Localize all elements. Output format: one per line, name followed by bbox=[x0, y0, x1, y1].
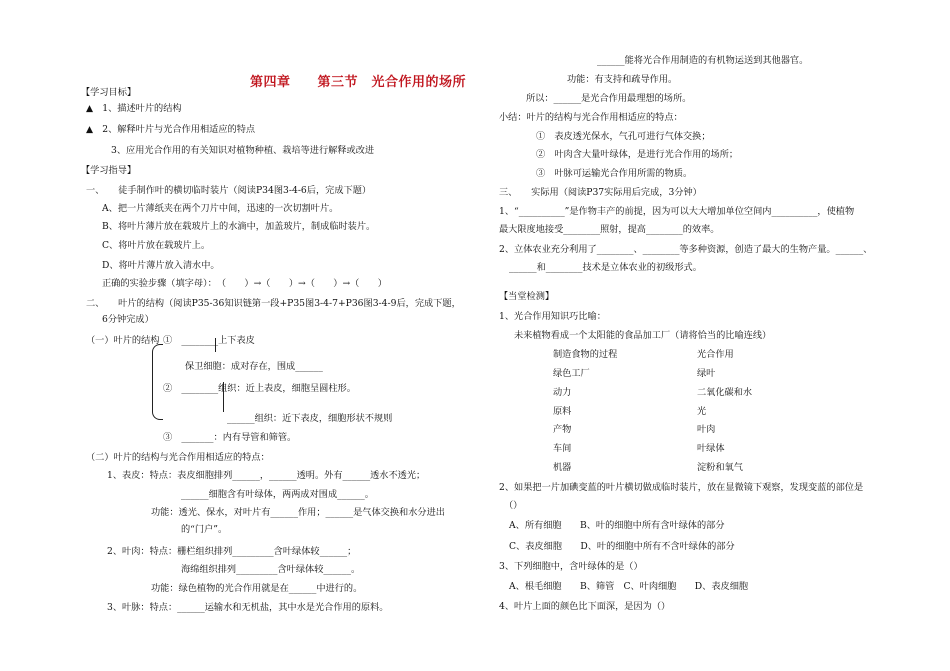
part-3-heading: 三、 实际用（阅读P37实际用后完成，3分钟） bbox=[499, 187, 702, 198]
test-q2-options-cd: C、表皮细胞 D、叶的细胞中所有不含叶绿体的部分 bbox=[509, 541, 735, 552]
match-left-item: 原料 bbox=[553, 406, 572, 417]
match-right-item: 二氧化碳和水 bbox=[697, 387, 753, 398]
goal-2: ▲ 2、解释叶片与光合作用相适应的特点 bbox=[86, 124, 256, 135]
match-right-item: 叶肉 bbox=[697, 424, 716, 435]
summary-2: ② 叶肉含大量叶绿体，是进行光合作用的场所； bbox=[536, 149, 739, 160]
summary-1: ① 表皮透光保水，气孔可进行气体交换； bbox=[536, 131, 711, 142]
mesophyll-features: 2、叶肉：特点：栅栏组织排列_________含叶绿体较______； bbox=[107, 546, 357, 557]
summary-heading: 小结：叶片的结构与光合作用相适应的特点： bbox=[499, 112, 683, 123]
conclusion: 所以：______是光合作用最理想的场所。 bbox=[526, 93, 692, 104]
part-1-heading: 一、 徒手制作叶的横切临时装片（阅读P34图3-4-6后，完成下题） bbox=[86, 185, 372, 196]
structure-item-3: ③ _______：内有导管和筛管。 bbox=[163, 432, 297, 443]
application-q2-cont: ______和________技术是立体农业的初级形式。 bbox=[509, 262, 702, 273]
step-d: D、将叶片薄片放入清水中。 bbox=[102, 260, 220, 271]
match-right-item: 光 bbox=[697, 406, 707, 417]
application-q2: 2、立体农业充分利用了________、________等多种资源，创造了最大的生物产量。______、 bbox=[499, 244, 873, 255]
test-q1-intro: 未来植物看成一个太阳能的食品加工厂（请将恰当的比喻连线） bbox=[514, 330, 772, 341]
step-c: C、将叶片放在载玻片上。 bbox=[102, 240, 211, 251]
part-2-heading: 二、 叶片的结构（阅读P35-36知识链第一段+P35图3-4-7+P36图3-4-9后，完成下题， bbox=[86, 298, 461, 309]
test-q4: 4、叶片上面的颜色比下面深，是因为（） bbox=[499, 601, 671, 612]
step-a: A、把一片薄纸夹在两个刀片中间，迅速的一次切割叶片。 bbox=[102, 203, 339, 214]
epidermis-function-cont: 的“门户”。 bbox=[181, 524, 228, 535]
step-order: 正确的实验步骤（填字母）： （ ）→（ ）→（ ）→（ ） bbox=[102, 278, 387, 289]
test-q1: 1、光合作用知识巧比喻： bbox=[499, 311, 606, 322]
guard-cell-line: 保卫细胞：成对存在，围成______ bbox=[185, 361, 323, 372]
vein-function: 功能：有支持和疏导作用。 bbox=[567, 74, 678, 85]
adaptation-heading: （二）叶片的结构与光合作用相适应的特点： bbox=[86, 452, 270, 463]
page-title: 第四章 第三节 光合作用的场所 bbox=[250, 75, 467, 90]
structure-item-2: ② ________组织：近上表皮，细胞呈圆柱形。 bbox=[163, 383, 356, 394]
vein-features: 3、叶脉：特点：______运输水和无机盐，其中水是光合作用的原料。 bbox=[107, 602, 389, 613]
match-left-item: 制造食物的过程 bbox=[553, 349, 618, 360]
application-q1: 1、“__________”是作物丰产的前提，因为可以大大增加单位空间内__________，使植物 bbox=[499, 206, 855, 217]
epidermis-guard-cells: ______细胞含有叶绿体，两两成对围成______。 bbox=[181, 489, 374, 500]
summary-3: ③ 叶脉可运输光合作用所需的物质。 bbox=[536, 168, 693, 179]
application-q1-cont: 最大限度地接受________照射，提高________的效率。 bbox=[499, 224, 720, 235]
test-q3-options: A、根毛细胞 B、筛管 C、叶肉细胞 D、表皮细胞 bbox=[509, 581, 749, 592]
mesophyll-function: 功能：绿色植物的光合作用就是在______中进行的。 bbox=[151, 583, 363, 594]
goal-3: 3、应用光合作用的有关知识对植物种植、栽培等进行解释或改进 bbox=[111, 145, 375, 156]
match-left-item: 产物 bbox=[553, 424, 572, 435]
section-heading-test: 【当堂检测】 bbox=[499, 291, 555, 302]
match-right-item: 叶绿体 bbox=[697, 443, 725, 454]
match-right-item: 绿叶 bbox=[697, 368, 716, 379]
spongy-tissue-line: ______组织：近下表皮，细胞形状不规则 bbox=[227, 413, 393, 424]
part-2-time: 6分钟完成） bbox=[102, 314, 154, 325]
test-q2: 2、如果把一片加碘变蓝的叶片横切做成临时装片，放在显微镜下观察，发现变蓝的部位是 bbox=[499, 482, 864, 493]
test-q3: 3、下列细胞中，含叶绿体的是（） bbox=[499, 561, 643, 572]
test-q2-options-ab: A、所有细胞 B、叶的细胞中所有含叶绿体的部分 bbox=[509, 520, 725, 531]
match-right-item: 光合作用 bbox=[697, 349, 734, 360]
match-left-item: 动力 bbox=[553, 387, 572, 398]
step-b: B、将叶片薄片放在载玻片上的水滴中，加盖玻片，制成临时装片。 bbox=[102, 221, 376, 232]
test-q2-paren: （） bbox=[504, 500, 523, 511]
epidermis-features: 1、表皮：特点：表皮细胞排列______，______透明。外有______透水不透光； bbox=[107, 470, 426, 481]
match-left-item: 车间 bbox=[553, 443, 572, 454]
match-left-item: 绿色工厂 bbox=[553, 368, 590, 379]
goal-1: ▲ 1、描述叶片的结构 bbox=[86, 103, 182, 114]
structure-item-1: ① ________上下表皮 bbox=[163, 335, 255, 346]
leaf-structure-heading: （一）叶片的结构 bbox=[86, 335, 160, 346]
epidermis-function: 功能：透光、保水，对叶片有______作用；______是气体交换和水分进出 bbox=[151, 507, 445, 518]
section-heading-goals: 【学习目标】 bbox=[81, 87, 137, 98]
vein-sieve-line: ______能将光合作用制造的有机物运送到其他器官。 bbox=[597, 55, 809, 66]
match-right-item: 淀粉和氧气 bbox=[697, 462, 743, 473]
section-heading-guide: 【学习指导】 bbox=[81, 165, 137, 176]
match-left-item: 机器 bbox=[553, 462, 572, 473]
structure-brace bbox=[152, 344, 163, 420]
mesophyll-spongy: 海绵组织排列_________含叶绿体较______。 bbox=[181, 564, 361, 575]
